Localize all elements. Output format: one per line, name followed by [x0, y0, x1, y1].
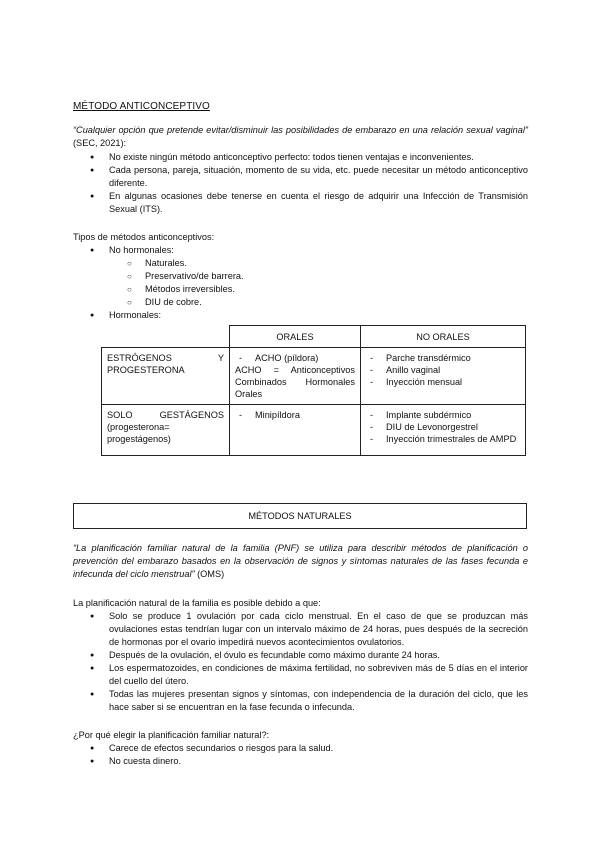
- section-title: MÉTODO ANTICONCEPTIVO: [73, 101, 210, 112]
- types-heading: Tipos de métodos anticonceptivos:: [73, 232, 215, 242]
- quote-source: (OMS): [194, 569, 225, 579]
- list-item: ● No cuesta dinero.: [73, 755, 528, 768]
- row-label: ESTRÓGENOS Y PROGESTERONA: [102, 348, 230, 405]
- no-orales-item: - Implante subdérmico: [366, 409, 520, 421]
- orales-note: ACHO = Anticonceptivos Combinados Hormonales Orales: [235, 365, 355, 399]
- column-header-no-orales: NO ORALES: [361, 326, 526, 348]
- column-header-orales: ORALES: [230, 326, 361, 348]
- types-list: [73, 244, 528, 322]
- definition-quote: [73, 124, 528, 150]
- table-row: [102, 348, 526, 405]
- no-orales-item: - Inyección mensual: [366, 376, 520, 388]
- list-item: ● No existe ningún método anticonceptivo perfecto: todos tienen ventajas e inconvenientes.: [73, 151, 528, 164]
- table-header-row: [102, 326, 526, 348]
- sub-list-item: ○ DIU de cobre.: [109, 296, 528, 309]
- intro-bullet-list: [73, 151, 528, 216]
- possible-bullet-list: [73, 610, 528, 714]
- hormonal-methods-table: [101, 325, 526, 456]
- list-item: ● Carece de efectos secundarios o riesgos para la salud.: [73, 742, 528, 755]
- row-label: SOLO GESTÁGENOS (progesterona= progestágenos): [102, 405, 230, 456]
- orales-cell: [230, 405, 361, 456]
- no-orales-item: - Parche transdérmico: [366, 352, 520, 364]
- no-orales-cell: [361, 348, 526, 405]
- list-item: [73, 244, 528, 309]
- sub-list-item: ○ Métodos irreversibles.: [109, 283, 528, 296]
- quote-text: “La planificación familiar natural de la familia (PNF) se utiliza para describir métodos de planificación o prevención del embarazo basados en la observación de signos y síntomas naturales de las fases fecunda e infecunda del ciclo menstrual”: [73, 543, 528, 579]
- list-item: ● Todas las mujeres presentan signos y síntomas, con independencia de la duración del ciclo, que les hace saber si se encuentran en la fase fecunda o infecunda.: [73, 688, 528, 714]
- sub-list-item: ○ Preservativo/de barrera.: [109, 270, 528, 283]
- orales-item: - Minipíldora: [235, 409, 355, 421]
- possible-heading: La planificación natural de la familia es posible debido a que:: [73, 598, 321, 608]
- orales-cell: [230, 348, 361, 405]
- no-orales-cell: [361, 405, 526, 456]
- no-orales-item: - Inyección trimestrales de AMPD: [366, 433, 520, 445]
- table-row: [102, 405, 526, 456]
- sub-list-item: ○ Naturales.: [109, 257, 528, 270]
- table-corner-cell: [102, 326, 230, 348]
- why-bullet-list: [73, 742, 528, 768]
- list-item: ● Solo se produce 1 ovulación por cada ciclo menstrual. En el caso de que se produzcan más ovulaciones estas tendrían lugar con un intervalo máximo de 24 horas, pues después de la secreción de hormonas por el ovario impedirá nuevos acontecimientos ovulatorios.: [73, 610, 528, 649]
- no-hormonal-label: No hormonales:: [109, 245, 174, 255]
- orales-item: - ACHO (píldora): [235, 352, 355, 364]
- quote-source: (SEC, 2021):: [73, 138, 127, 148]
- no-hormonal-sublist: [109, 257, 528, 309]
- list-item: ● Después de la ovulación, el óvulo es fecundable como máximo durante 24 horas.: [73, 649, 528, 662]
- no-orales-item: - DIU de Levonorgestrel: [366, 421, 520, 433]
- list-item: ● Hormonales:: [73, 309, 528, 322]
- list-item: ● Los espermatozoides, en condiciones de máxima fertilidad, no sobreviven más de 5 días en el interior del cuello del útero.: [73, 662, 528, 688]
- pnf-definition-quote: [73, 542, 528, 581]
- list-item: ● En algunas ocasiones debe tenerse en cuenta el riesgo de adquirir una Infección de Transmisión Sexual (ITS).: [73, 190, 528, 216]
- section-title-box: MÉTODOS NATURALES: [73, 503, 527, 529]
- no-orales-item: - Anillo vaginal: [366, 364, 520, 376]
- quote-text: “Cualquier opción que pretende evitar/disminuir las posibilidades de embarazo en una relación sexual vaginal”: [73, 125, 528, 135]
- list-item: ● Cada persona, pareja, situación, momento de su vida, etc. puede necesitar un método anticonceptivo diferente.: [73, 164, 528, 190]
- why-heading: ¿Por qué elegir la planificación familiar natural?:: [73, 730, 270, 740]
